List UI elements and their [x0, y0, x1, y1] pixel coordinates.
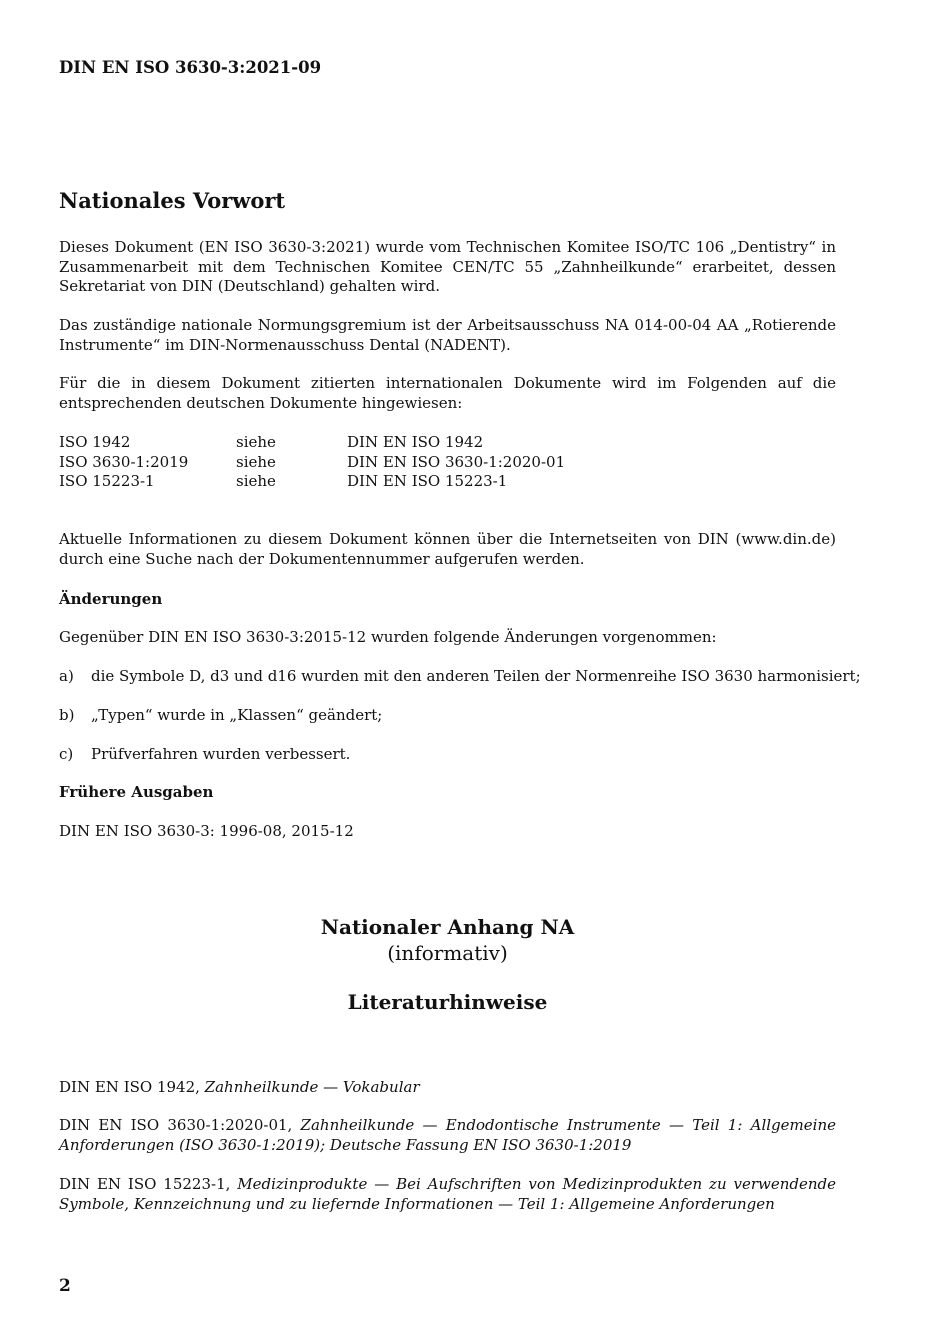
vorwort-paragraph-4: Aktuelle Informationen zu diesem Dokument können über die Internetseiten von DIN (www.din.de) durch eine Suche nach der Dokumentennummer aufgerufen werden. — [59, 530, 836, 568]
ref-intl: ISO 3630-1:2019 — [59, 452, 189, 471]
list-marker: a) — [59, 667, 74, 685]
bib-title: Zahnheilkunde — Vokabular — [204, 1078, 420, 1096]
list-text: Prüfverfahren wurden verbessert. — [91, 745, 351, 763]
vorwort-paragraph-1: Dieses Dokument (EN ISO 3630-3:2021) wurde vom Technischen Komitee ISO/TC 106 „Dentistry“ in Zusammenarbeit mit dem Technischen Komitee CEN/TC 55 „Zahnheilkunde“ erarbeitet, dessen Sekretariat von DIN (Deutschland) gehalten wird. — [59, 238, 836, 295]
ref-din: DIN EN ISO 15223-1 — [347, 472, 508, 490]
ref-din: DIN EN ISO 3630-1:2020-01 — [347, 452, 566, 471]
bib-ref: DIN EN ISO 15223-1, — [59, 1175, 238, 1193]
bib-title: Zahnheilkunde — Endodontische Instrumente — Teil 1: Allgemeine Anforderungen (ISO 3630-1:2019); Deutsche Fassung EN ISO 3630-1:2019 — [59, 1116, 836, 1154]
ref-intl: ISO 1942 — [59, 433, 131, 451]
list-marker: c) — [59, 745, 74, 763]
ref-see: siehe — [236, 452, 276, 471]
annex-subtitle: (informativ) — [387, 941, 508, 965]
document-id-header: DIN EN ISO 3630-3:2021-09 — [59, 58, 322, 77]
subsection-title-fruehere-ausgaben: Frühere Ausgaben — [59, 783, 214, 801]
bibliography-entry — [59, 1116, 836, 1155]
list-text: die Symbole D, d3 und d16 wurden mit den anderen Teilen der Normenreihe ISO 3630 harmonisiert; — [91, 667, 861, 685]
list-marker: b) — [59, 706, 75, 724]
vorwort-paragraph-3: Für die in diesem Dokument zitierten internationalen Dokumente wird im Folgenden auf die entsprechenden deutschen Dokumente hingewiesen: — [59, 374, 836, 412]
subsection-title-aenderungen: Änderungen — [59, 590, 163, 608]
ref-intl: ISO 15223-1 — [59, 472, 155, 490]
bibliography-entry — [59, 1175, 836, 1214]
aenderungen-intro: Gegenüber DIN EN ISO 3630-3:2015-12 wurden folgende Änderungen vorgenommen: — [59, 628, 717, 646]
bibliography-title: Literaturhinweise — [347, 990, 548, 1014]
bib-ref: DIN EN ISO 1942, — [59, 1078, 205, 1096]
section-title-vorwort: Nationales Vorwort — [59, 188, 286, 213]
annex-title: Nationaler Anhang NA — [320, 915, 575, 939]
bib-title: Medizinprodukte — Bei Aufschriften von Medizinprodukten zu verwendende Symbole, Kennzeichnung und zu liefernde Informationen — Teil 1: Allgemeine Anforderungen — [59, 1175, 837, 1213]
bibliography-entry — [59, 1078, 836, 1098]
vorwort-paragraph-2: Das zuständige nationale Normungsgremium ist der Arbeitsausschuss NA 014-00-04 AA „Rotierende Instrumente“ im DIN-Normenausschuss Dental (NADENT). — [59, 316, 836, 354]
bib-ref: DIN EN ISO 3630-1:2020-01, — [59, 1116, 301, 1134]
fruehere-ausgaben-text: DIN EN ISO 3630-3: 1996-08, 2015-12 — [59, 822, 354, 840]
ref-din: DIN EN ISO 1942 — [347, 433, 484, 451]
ref-see: siehe — [236, 433, 276, 451]
ref-see: siehe — [236, 472, 276, 490]
list-text: „Typen“ wurde in „Klassen“ geändert; — [91, 706, 383, 724]
page-number: 2 — [59, 1276, 71, 1296]
